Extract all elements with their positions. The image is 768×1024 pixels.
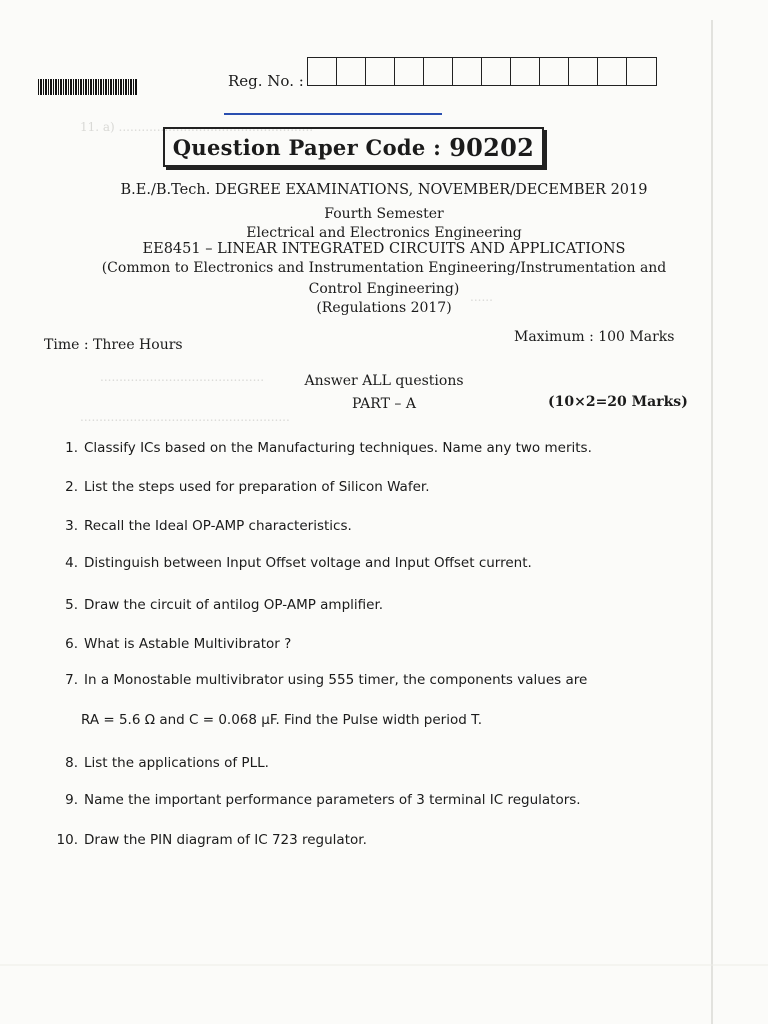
question-number: 10. — [56, 832, 78, 848]
common-line-1: (Common to Electronics and Instrumentation Engineering/Instrumentation and — [101, 260, 667, 276]
question-number: 7. — [65, 672, 78, 688]
bleed-through-text: ........................................... — [100, 370, 265, 384]
question-item — [52, 555, 532, 571]
question-text: Distinguish between Input Offset voltage and Input Offset current. — [84, 555, 532, 571]
question-number: 2. — [65, 479, 78, 495]
question-text: What is Astable Multivibrator ? — [84, 636, 292, 652]
bleed-through-text: ...... — [470, 290, 493, 304]
question-text-continued: RA = 5.6 Ω and C = 0.068 μF. Find the Pulse width period T. — [81, 712, 483, 728]
question-text: Draw the PIN diagram of IC 723 regulator. — [84, 832, 367, 848]
question-number: 1. — [65, 440, 78, 456]
instruction: Answer ALL questions — [304, 373, 464, 389]
regulations: (Regulations 2017) — [316, 300, 452, 316]
question-item — [52, 440, 592, 456]
question-item — [52, 597, 383, 613]
reg-no-boxes — [307, 57, 657, 86]
subject: EE8451 – LINEAR INTEGRATED CIRCUITS AND APPLICATIONS — [142, 241, 626, 257]
reg-no-box — [453, 58, 482, 85]
question-item — [52, 832, 367, 848]
question-item — [52, 518, 352, 534]
question-number: 4. — [65, 555, 78, 571]
question-number: 3. — [65, 518, 78, 534]
reg-no-box — [511, 58, 540, 85]
question-text: Name the important performance parameters of 3 terminal IC regulators. — [84, 792, 581, 808]
reg-no-box — [424, 58, 453, 85]
question-item — [52, 755, 269, 771]
reg-no-box — [598, 58, 627, 85]
reg-no-box — [366, 58, 395, 85]
reg-no-box — [540, 58, 569, 85]
reg-no-box — [627, 58, 656, 85]
bleed-through-text: ....................................................... — [80, 410, 290, 424]
max-marks: Maximum : 100 Marks — [514, 329, 675, 345]
time-label: Time : Three Hours — [44, 337, 183, 353]
reg-no-box — [337, 58, 366, 85]
question-text: In a Monostable multivibrator using 555 timer, the components values are — [84, 672, 588, 688]
question-number: 9. — [65, 792, 78, 808]
barcode — [38, 79, 138, 95]
reg-no-box — [395, 58, 424, 85]
question-item — [52, 792, 581, 808]
reg-no-box — [482, 58, 511, 85]
blue-pen-mark — [224, 113, 442, 115]
question-paper-code-label: Question Paper Code : — [172, 134, 442, 160]
question-item — [52, 479, 430, 495]
common-line-2: Control Engineering) — [308, 281, 460, 297]
question-text: List the steps used for preparation of Silicon Wafer. — [84, 479, 430, 495]
question-number: 8. — [65, 755, 78, 771]
question-text: List the applications of PLL. — [84, 755, 269, 771]
reg-no-box — [569, 58, 598, 85]
question-item — [52, 636, 291, 652]
reg-no-label: Reg. No. : — [228, 72, 304, 90]
part-heading: PART – A — [352, 396, 416, 412]
reg-no-box — [308, 58, 337, 85]
bleed-through-text: 11. a) ................................................... — [80, 120, 314, 134]
question-paper-code: 90202 — [449, 132, 535, 162]
question-number: 5. — [65, 597, 78, 613]
department: Electrical and Electronics Engineering — [246, 225, 522, 241]
part-marks: (10×2=20 Marks) — [548, 394, 688, 410]
question-item — [52, 672, 587, 688]
exam-title: B.E./B.Tech. DEGREE EXAMINATIONS, NOVEMBER/DECEMBER 2019 — [120, 182, 648, 198]
question-number: 6. — [65, 636, 78, 652]
semester: Fourth Semester — [324, 206, 444, 222]
question-text: Classify ICs based on the Manufacturing techniques. Name any two merits. — [84, 440, 592, 456]
question-paper-code-box — [163, 127, 544, 167]
question-text: Recall the Ideal OP-AMP characteristics. — [84, 518, 352, 534]
question-text: Draw the circuit of antilog OP-AMP amplifier. — [84, 597, 384, 613]
